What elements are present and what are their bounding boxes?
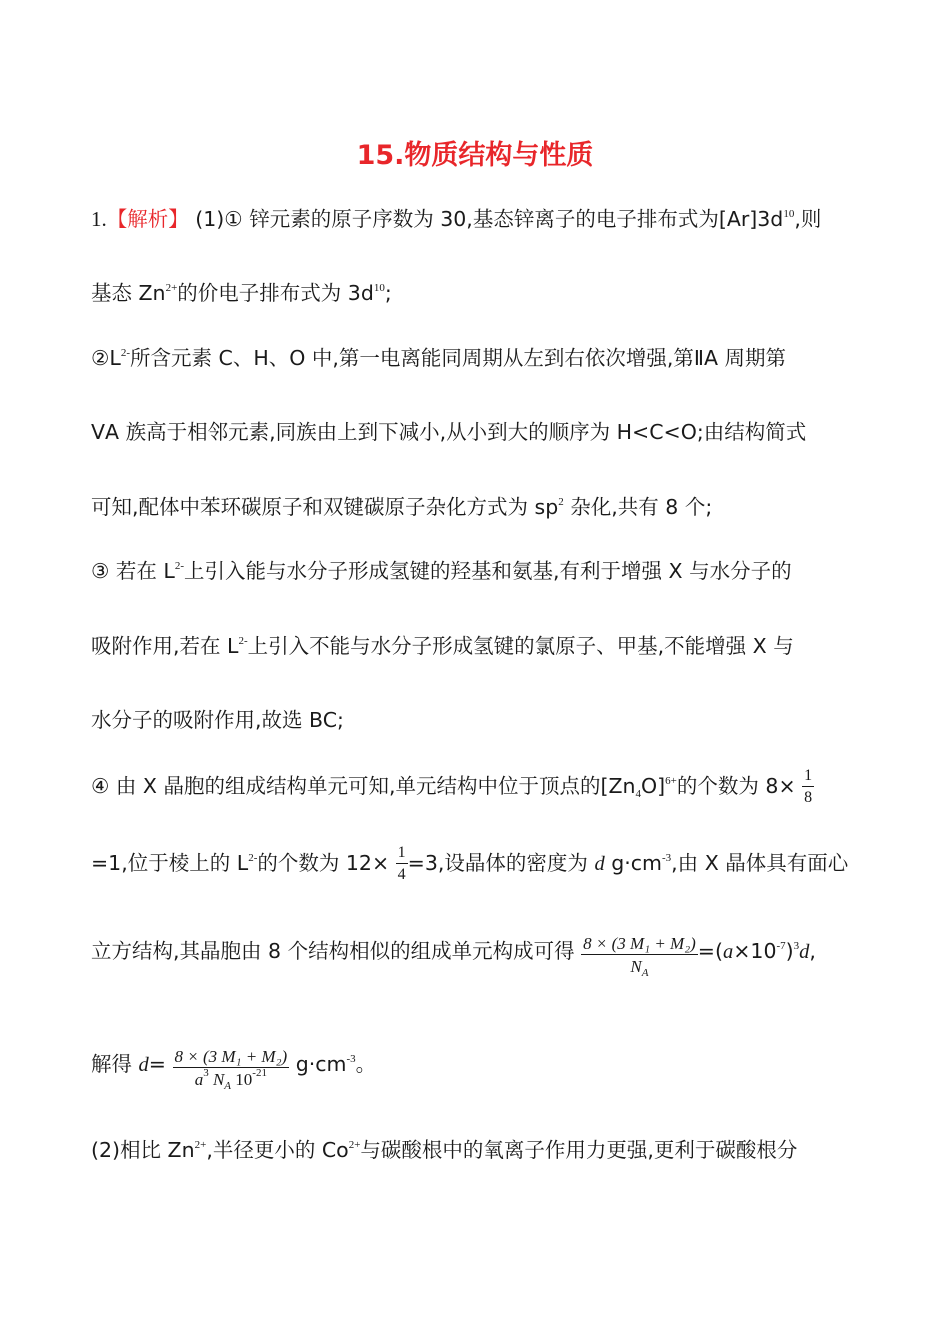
paragraph-line: 吸附作用,若在 $L^{2-}$上引入不能与水分子形成氢键的氯原子、甲基,不能增强 X 与 <box>91 634 794 658</box>
formula-fraction: $\frac{\text{8 × (3 M₁ + M₂)}}{N_A}$ <box>583 934 696 979</box>
page-title: 15.物质结构与性质 <box>356 140 594 171</box>
paragraph-line: $②L^{2-}$所含元素 C、H、O 中,第一电离能同周期从左到右依次增强,第ⅡA 周期第 <box>91 346 787 370</box>
paragraph-line: ⅤA 族高于相邻元素,同族由上到下减小,从小到大的顺序为 H<C<O;由结构简式 <box>91 420 807 444</box>
paragraph-line: 可知,配体中苯环碳原子和双键碳原子杂化方式为 $sp^2$ 杂化,共有 8 个; <box>91 495 713 519</box>
paragraph-line: ④ 由 X 晶胞的组成结构单元可知,单元结构中位于顶点的$[Zn_4O]^{6+}$的个数为 8× $\frac{1}{8}$ <box>91 767 813 806</box>
density-formula-fraction: $\frac{\text{8 × (3 M₁ + M₂)}}{a^3 N_A 10^{-21}}$ <box>174 1047 288 1092</box>
paragraph-line: 基态 $Zn^{2+}$的价电子排布式为 $3d^{10}$; <box>91 281 392 305</box>
paragraph-line: ③ 若在 $L^{2-}$上引入能与水分子形成氢键的羟基和氨基,有利于增强 X 与水分子的 <box>91 559 792 583</box>
paragraph-line: (2)相比 $Zn^{2+}$,半径更小的 $Co^{2+}$与碳酸根中的氧离子作用力更强,更利于碳酸根分 <box>91 1138 798 1162</box>
paragraph-line: =1,位于棱上的 $L^{2-}$的个数为 12× $\frac{1}{4}$ =3,设晶体的密度为 d $g\cdot cm^{-3}$,由 X 晶体具有面心 <box>91 844 849 883</box>
paragraph-line: 1.【解析】 (1)① 锌元素的原子序数为 30,基态锌离子的电子排布式为$[Ar]3d^{10}$,则 <box>91 207 822 231</box>
fraction-one-eighth: $\frac{1}{8}$ <box>804 767 813 806</box>
paragraph-line: 立方结构,其晶胞由 8 个结构相似的组成单元构成可得 $\frac{\text{8 × (3 M₁ + M₂)}}{N_A}$ $=(a\times 10^{-7})^3d$, <box>91 934 816 979</box>
fraction-one-quarter: $\frac{1}{4}$ <box>397 844 406 883</box>
analysis-tag: 【解析】 <box>106 207 189 231</box>
paragraph-line: 水分子的吸附作用,故选 BC; <box>91 708 344 732</box>
question-number: 1. <box>91 207 107 231</box>
paragraph-line: 解得 d= $\frac{\text{8 × (3 M₁ + M₂)}}{a^3 N_A 10^{-21}}$ $g\cdot cm^{-3}$。 <box>91 1047 377 1092</box>
